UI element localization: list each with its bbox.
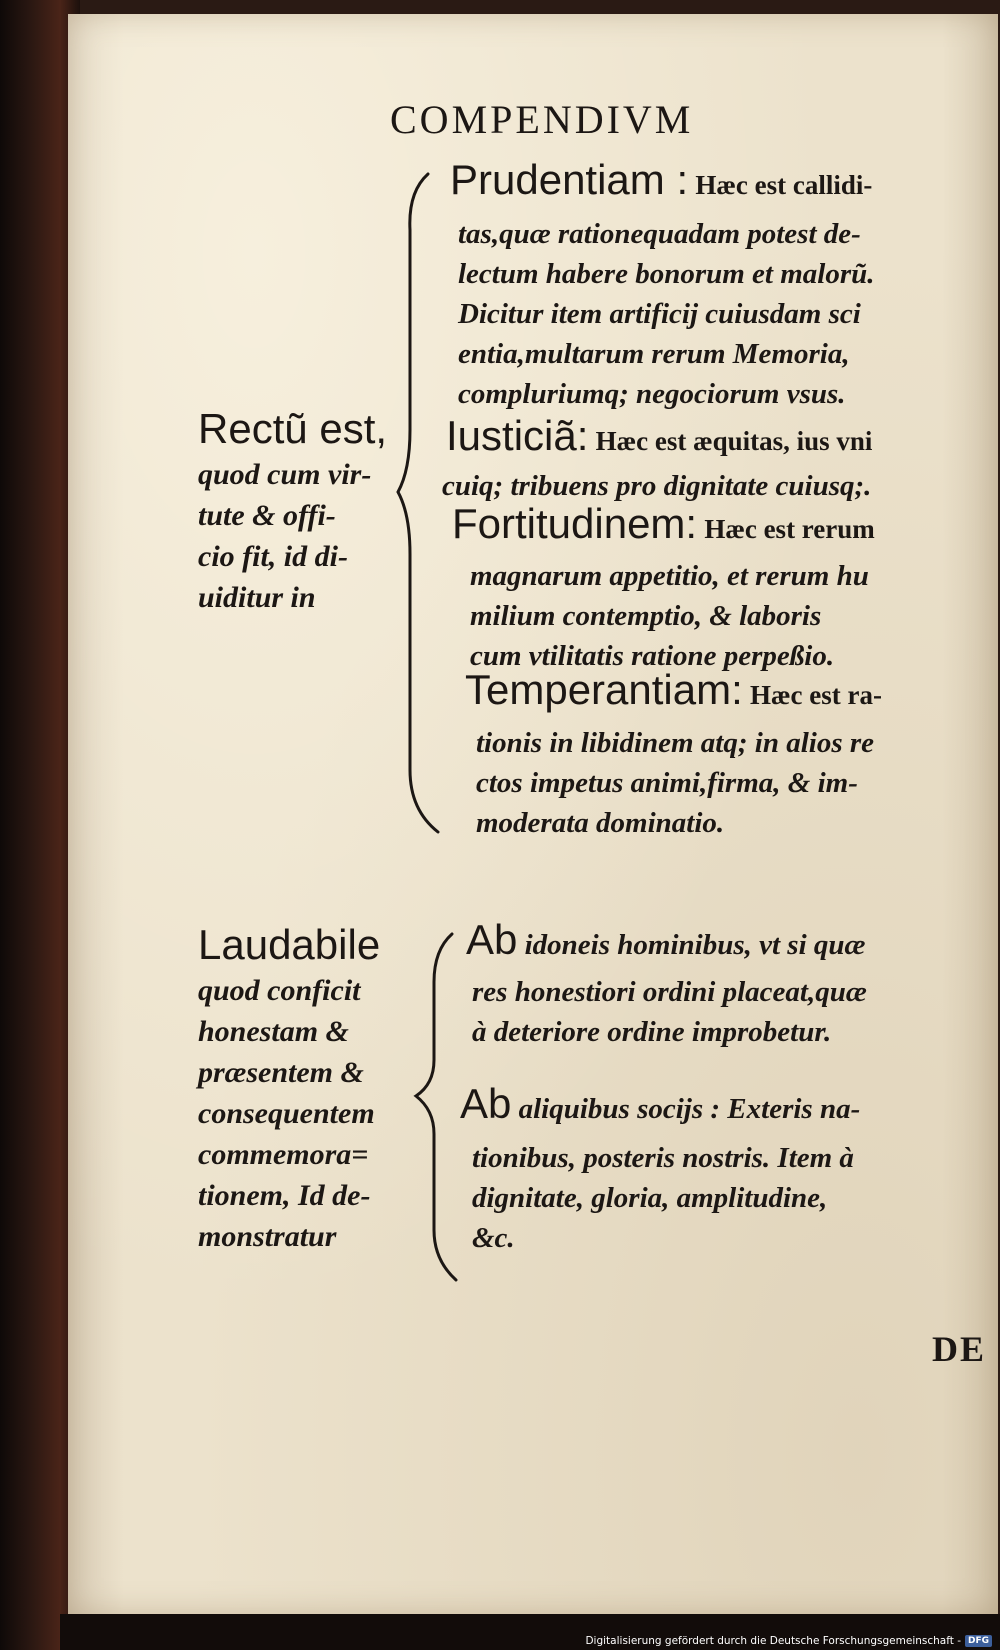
catchword: DE (931, 1329, 986, 1369)
entry-line: ctos impetus animi,firma, & im- (476, 767, 858, 799)
entry-ab-aliquibus (460, 1080, 861, 1129)
entry-line: compluriumq; negociorum vsus. (458, 378, 846, 410)
section1-label-line: uiditur in (198, 581, 316, 614)
entry-lead: Hæc est ra- (750, 680, 882, 710)
entry-headword: Ab (460, 1080, 512, 1127)
running-head: COMPENDIVM (390, 97, 694, 142)
entry-lead: Hæc est rerum (704, 514, 875, 544)
section2-label-line: monstratur (198, 1220, 337, 1253)
entry-fortitudinem (452, 500, 875, 549)
entry-headword: Fortitudinem: (452, 500, 698, 547)
section1-label-line: quod cum vir- (198, 458, 372, 491)
entry-line: à deteriore ordine improbetur. (472, 1016, 832, 1048)
entry-lead: Hæc est callidi- (695, 170, 873, 200)
section2-label-line: præsentem & (198, 1056, 364, 1089)
section1-label-line: cio fit, id di- (198, 540, 348, 573)
entry-headword: Prudentiam : (450, 156, 689, 203)
section2-label-line: honestam & (198, 1015, 349, 1048)
entry-line: Dicitur item artificij cuiusdam sci (458, 298, 861, 330)
entry-ab-idoneis (466, 916, 866, 965)
entry-line: cuiq; tribuens pro dignitate cuiusq;. (442, 470, 872, 502)
section1-label-line: tute & offi- (198, 499, 336, 532)
section1-label (198, 405, 388, 618)
entry-ab-idoneis-body (472, 972, 867, 1052)
section2-label-line: consequentem (198, 1097, 375, 1130)
entry-headword: Temperantiam: (465, 666, 743, 713)
entry-ab-aliquibus-body (472, 1138, 854, 1258)
entry-line: &c. (472, 1222, 515, 1254)
section2-label-line: quod conficit (198, 974, 361, 1007)
section2-label-line: commemora= (198, 1138, 369, 1171)
entry-lead: aliquibus socijs : Exteris na- (518, 1093, 861, 1125)
entry-temperantiam (465, 666, 882, 715)
entry-headword: Iusticiã: (446, 412, 589, 459)
entry-line: res honestiori ordini placeat,quæ (472, 976, 867, 1008)
entry-line: cum vtilitatis ratione perpeßio. (470, 640, 835, 672)
entry-line: moderata dominatio. (476, 807, 725, 839)
entry-line: milium contemptio, & laboris (470, 600, 822, 632)
entry-lead: Hæc est æquitas, ius vni (595, 426, 873, 456)
entry-prudentiam-body (458, 214, 875, 414)
entry-fortitudinem-body (470, 556, 869, 676)
entry-line: tas,quæ rationequadam potest de- (458, 218, 861, 250)
section2-label (198, 921, 381, 1257)
section2-label-line: tionem, Id de- (198, 1179, 371, 1212)
entry-line: tionibus, posteris nostris. Item à (472, 1142, 854, 1174)
entry-line: lectum habere bonorum et malorũ. (458, 258, 875, 290)
credit-text: Digitalisierung gefördert durch die Deutsche Forschungsgemeinschaft - (585, 1635, 961, 1647)
section2-label-head: Laudabile (198, 921, 381, 968)
dfg-logo: DFG (965, 1635, 992, 1647)
section2-brace (412, 930, 462, 1285)
entry-iusticia (446, 412, 873, 461)
entry-line: dignitate, gloria, amplitudine, (472, 1182, 828, 1214)
entry-headword: Ab (466, 916, 518, 963)
digitization-credit (585, 1633, 992, 1649)
section1-brace (396, 170, 446, 835)
entry-temperantiam-body (476, 723, 874, 843)
entry-prudentiam (450, 156, 873, 205)
entry-line: tionis in libidinem atq; in alios re (476, 727, 875, 759)
entry-line: magnarum appetitio, et rerum hu (470, 560, 869, 592)
entry-line: entia,multarum rerum Memoria, (458, 338, 850, 370)
entry-lead: idoneis hominibus, vt si quæ (524, 929, 866, 961)
section1-label-head: Rectũ est, (198, 405, 388, 452)
